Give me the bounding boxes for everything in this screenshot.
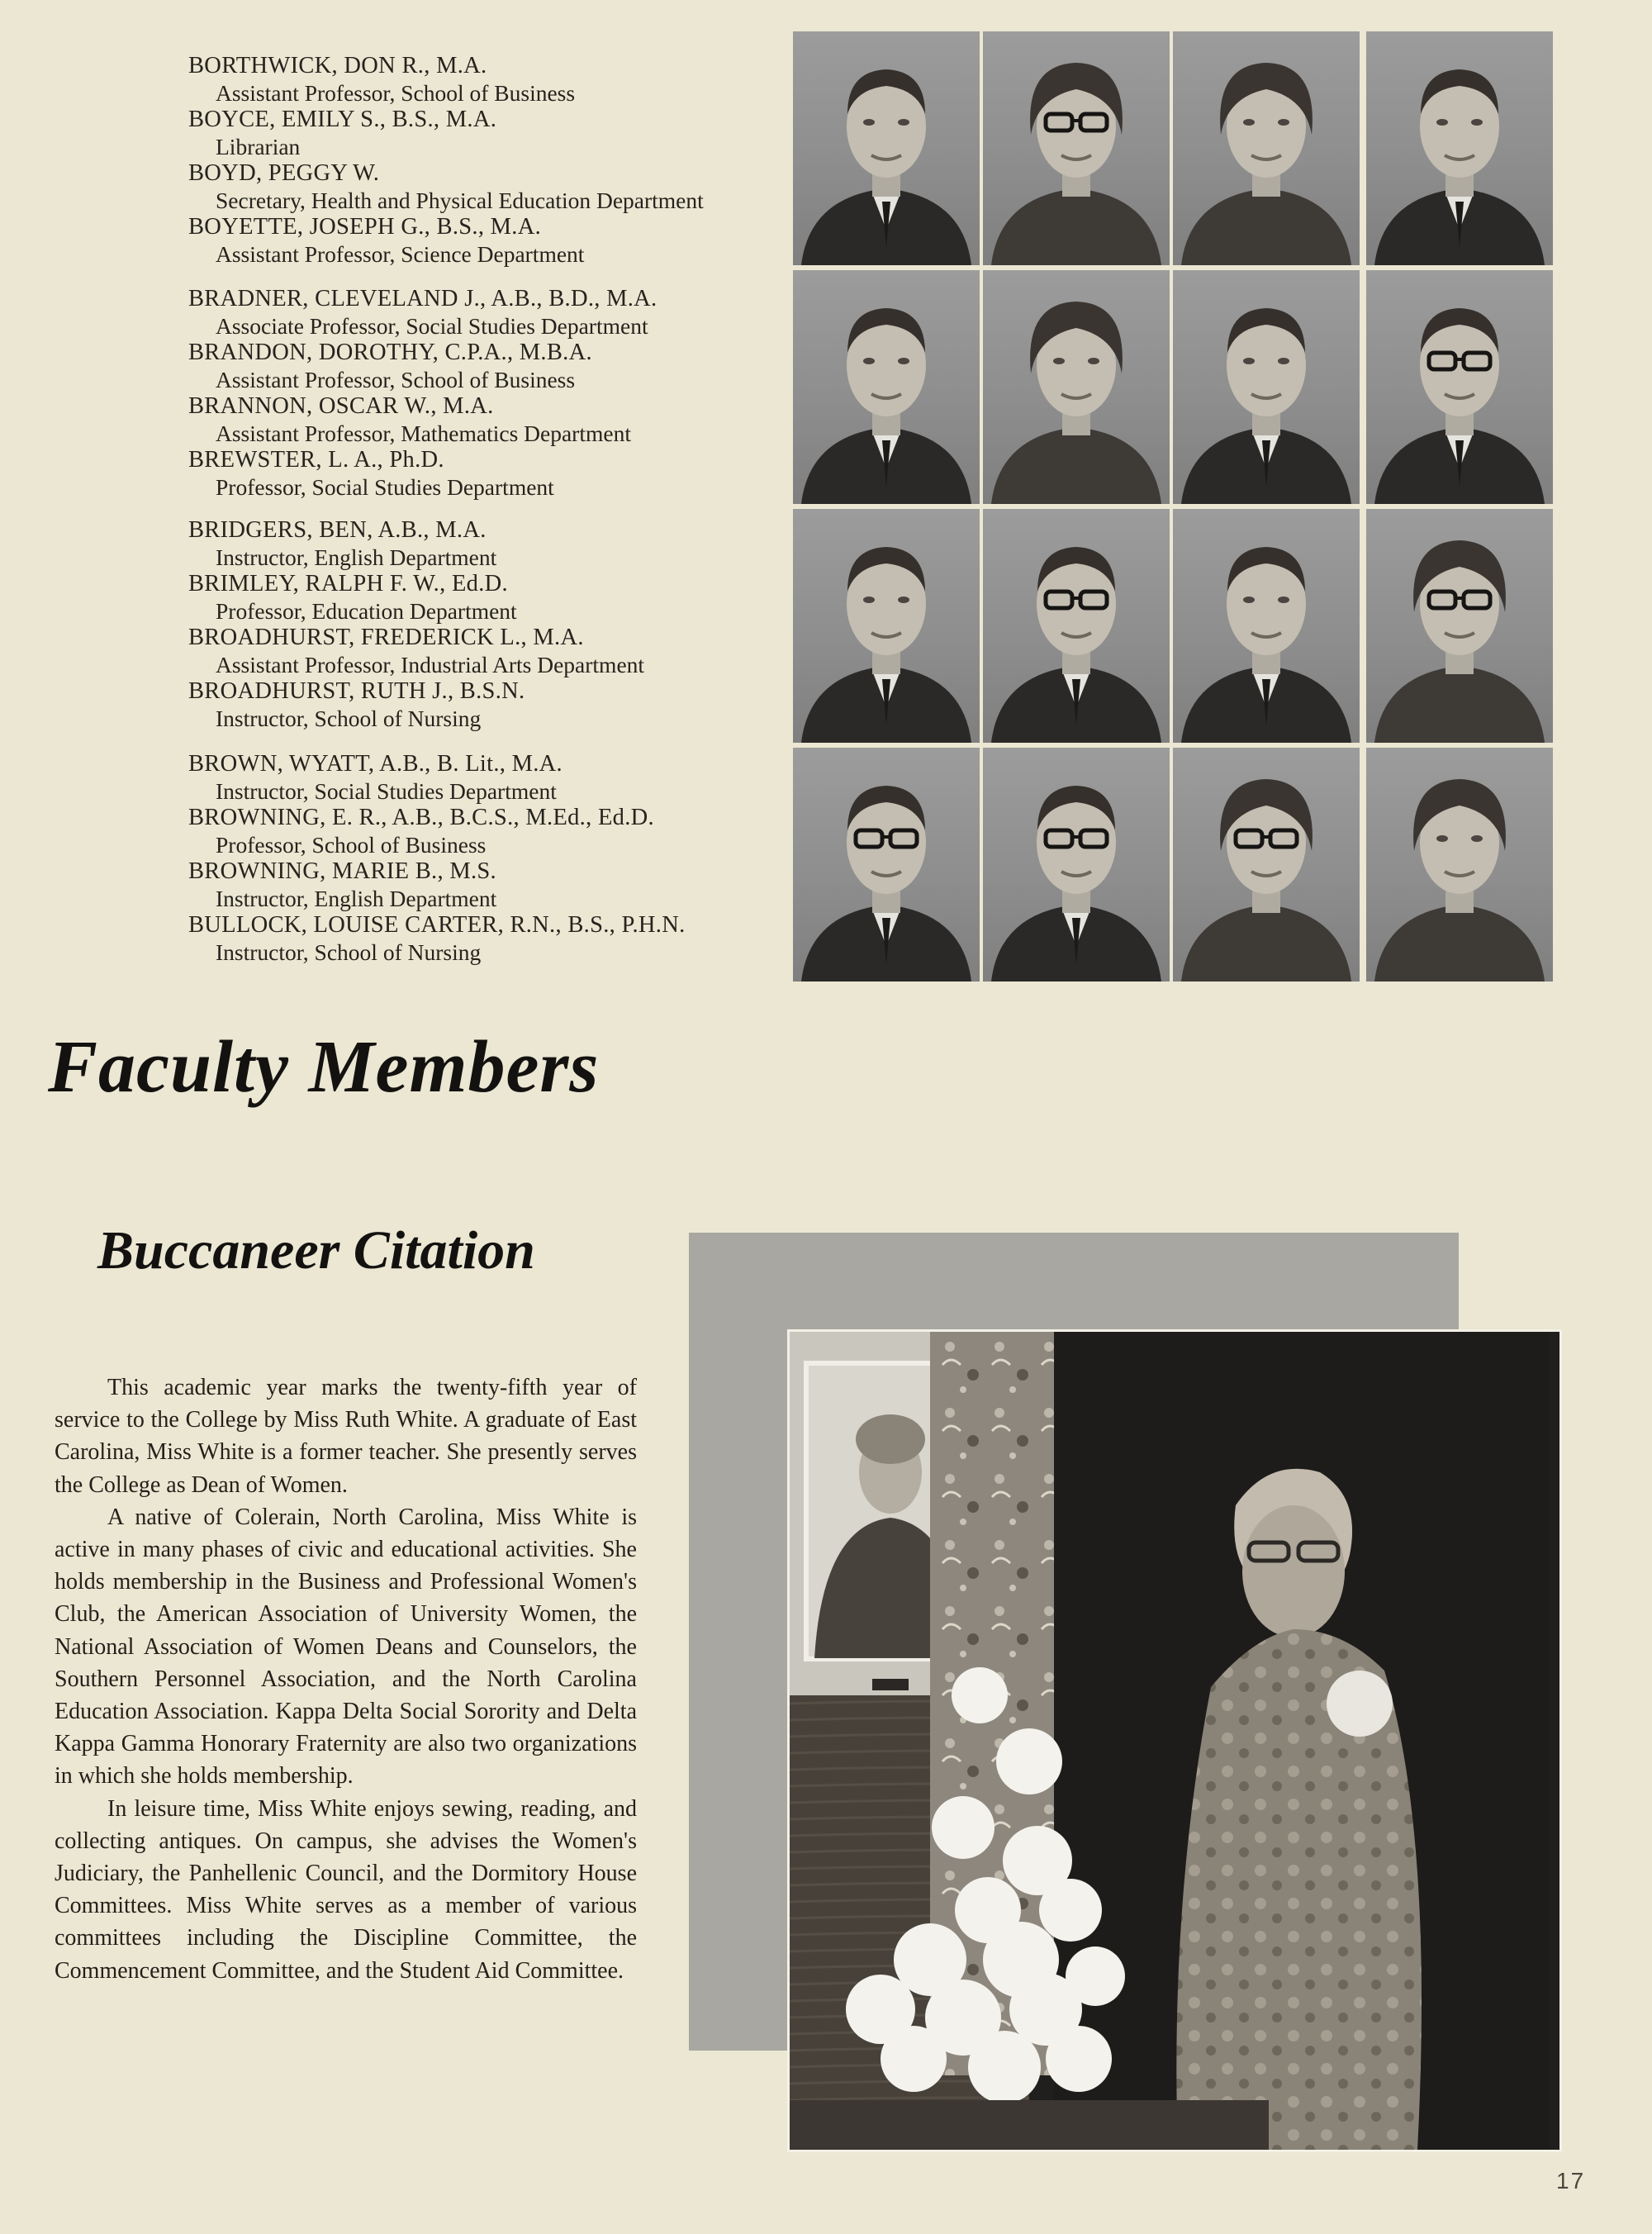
faculty-title: Assistant Professor, Science Department [216,240,585,267]
dean-portrait-photo [790,1332,1559,2150]
citation-paragraph: This academic year marks the twenty-fifth year of service to the College by Miss Ruth White. A graduate of East Carolina, Miss White is a former teacher. She presently serves the College as Dean of Women. [55,1375,637,1498]
faculty-portrait [793,748,980,982]
faculty-group-4 [188,751,800,966]
faculty-entry [188,107,800,160]
faculty-group-2 [188,286,800,501]
faculty-title: Assistant Professor, Industrial Arts Department [216,651,645,677]
faculty-title: Secretary, Health and Physical Education Department [216,187,704,213]
faculty-name: BRIDGERS, BEN, A.B., M.A. [188,517,487,543]
faculty-entry [188,751,800,805]
faculty-portrait [983,31,1170,265]
portrait-silhouette [1366,270,1553,504]
faculty-portrait [1173,270,1360,504]
faculty-title: Associate Professor, Social Studies Department [216,312,648,339]
portrait-silhouette [1366,509,1553,743]
portrait-silhouette [1173,509,1360,743]
faculty-entry [188,160,800,214]
portrait-silhouette [1366,748,1553,982]
faculty-portrait [1173,509,1360,743]
faculty-portrait [1366,748,1553,982]
faculty-portrait [793,270,980,504]
portrait-silhouette [983,31,1170,265]
page-number: 17 [1556,2168,1586,2194]
faculty-portrait [983,748,1170,982]
faculty-portrait [983,270,1170,504]
faculty-portrait [793,31,980,265]
faculty-entry [188,625,800,678]
portrait-silhouette [983,748,1170,982]
portrait-silhouette [1173,31,1360,265]
faculty-entry [188,447,800,501]
portrait-silhouette [793,509,980,743]
portrait-silhouette [1173,748,1360,982]
citation-article [55,1371,637,1987]
faculty-entry [188,340,800,393]
faculty-name: BOYCE, EMILY S., B.S., M.A. [188,107,497,132]
citation-heading: Buccaneer Citation [97,1220,535,1281]
faculty-title: Professor, Education Department [216,597,517,624]
faculty-entry [188,393,800,447]
citation-paragraph: A native of Colerain, North Carolina, Miss White is active in many phases of civic and educational activities. She holds membership in the Business and Professional Women's Club, the American Association of University Women, the National Association of Women Deans and Counselors, the Southern Personnel Association, and the North Carolina Education Association. Kappa Delta Social Sorority and Delta Kappa Gamma Honorary Fraternity are also two organizations in which she holds membership. [55,1504,637,1790]
faculty-entry [188,286,800,340]
faculty-portrait [1173,31,1360,265]
portrait-silhouette [983,509,1170,743]
faculty-title: Instructor, English Department [216,544,497,570]
faculty-portrait [1366,270,1553,504]
faculty-portrait [793,509,980,743]
faculty-entry [188,858,800,912]
faculty-entry [188,517,800,571]
faculty-portrait [1366,31,1553,265]
faculty-entry [188,214,800,268]
faculty-entry [188,678,800,732]
faculty-group-1 [188,53,800,268]
faculty-name: BROADHURST, RUTH J., B.S.N. [188,678,525,704]
faculty-entry [188,912,800,966]
portrait-silhouette [793,31,980,265]
faculty-name: BRIMLEY, RALPH F. W., Ed.D. [188,571,508,597]
faculty-name: BOYD, PEGGY W. [188,160,380,186]
portrait-silhouette [793,748,980,982]
portrait-silhouette [1366,31,1553,265]
faculty-title: Instructor, English Department [216,885,497,911]
faculty-title: Instructor, Social Studies Department [216,777,557,804]
faculty-entry [188,571,800,625]
faculty-title: Instructor, School of Nursing [216,939,482,965]
section-heading: Faculty Members [48,1026,600,1108]
dean-photo-image [790,1332,1559,2150]
faculty-name: BOYETTE, JOSEPH G., B.S., M.A. [188,214,542,240]
faculty-name: BRANDON, DOROTHY, C.P.A., M.B.A. [188,340,592,365]
faculty-name: BORTHWICK, DON R., M.A. [188,53,487,78]
portrait-silhouette [983,270,1170,504]
faculty-portrait [1173,748,1360,982]
portrait-silhouette [1173,270,1360,504]
faculty-name: BRANNON, OSCAR W., M.A. [188,393,494,419]
portrait-silhouette [793,270,980,504]
faculty-group-3 [188,517,800,732]
faculty-title: Assistant Professor, School of Business [216,79,576,106]
faculty-name: BRADNER, CLEVELAND J., A.B., B.D., M.A. [188,286,657,311]
faculty-title: Professor, Social Studies Department [216,473,554,500]
faculty-name: BROWNING, E. R., A.B., B.C.S., M.Ed., Ed.D. [188,805,654,830]
faculty-name: BROWNING, MARIE B., M.S. [188,858,496,884]
faculty-name: BULLOCK, LOUISE CARTER, R.N., B.S., P.H.N. [188,912,686,938]
faculty-title: Professor, School of Business [216,831,487,858]
faculty-name: BREWSTER, L. A., Ph.D. [188,447,444,473]
faculty-title: Assistant Professor, Mathematics Department [216,420,631,446]
faculty-portrait-grid [793,31,1559,985]
faculty-name: BROADHURST, FREDERICK L., M.A. [188,625,584,650]
citation-paragraph: In leisure time, Miss White enjoys sewing, reading, and collecting antiques. On campus, she advises the Women's Judiciary, the Panhellenic Council, and the Dormitory House Committees. Miss White serves as a member of various committees including the Discipline Committee, the Commencement Committee, and the Student Aid Committee. [55,1795,637,1984]
faculty-title: Instructor, School of Nursing [216,705,482,731]
faculty-title: Librarian [216,133,301,159]
faculty-entry [188,53,800,107]
faculty-name: BROWN, WYATT, A.B., B. Lit., M.A. [188,751,563,777]
faculty-portrait [1366,509,1553,743]
faculty-title: Assistant Professor, School of Business [216,366,576,392]
faculty-portrait [983,509,1170,743]
faculty-entry [188,805,800,858]
